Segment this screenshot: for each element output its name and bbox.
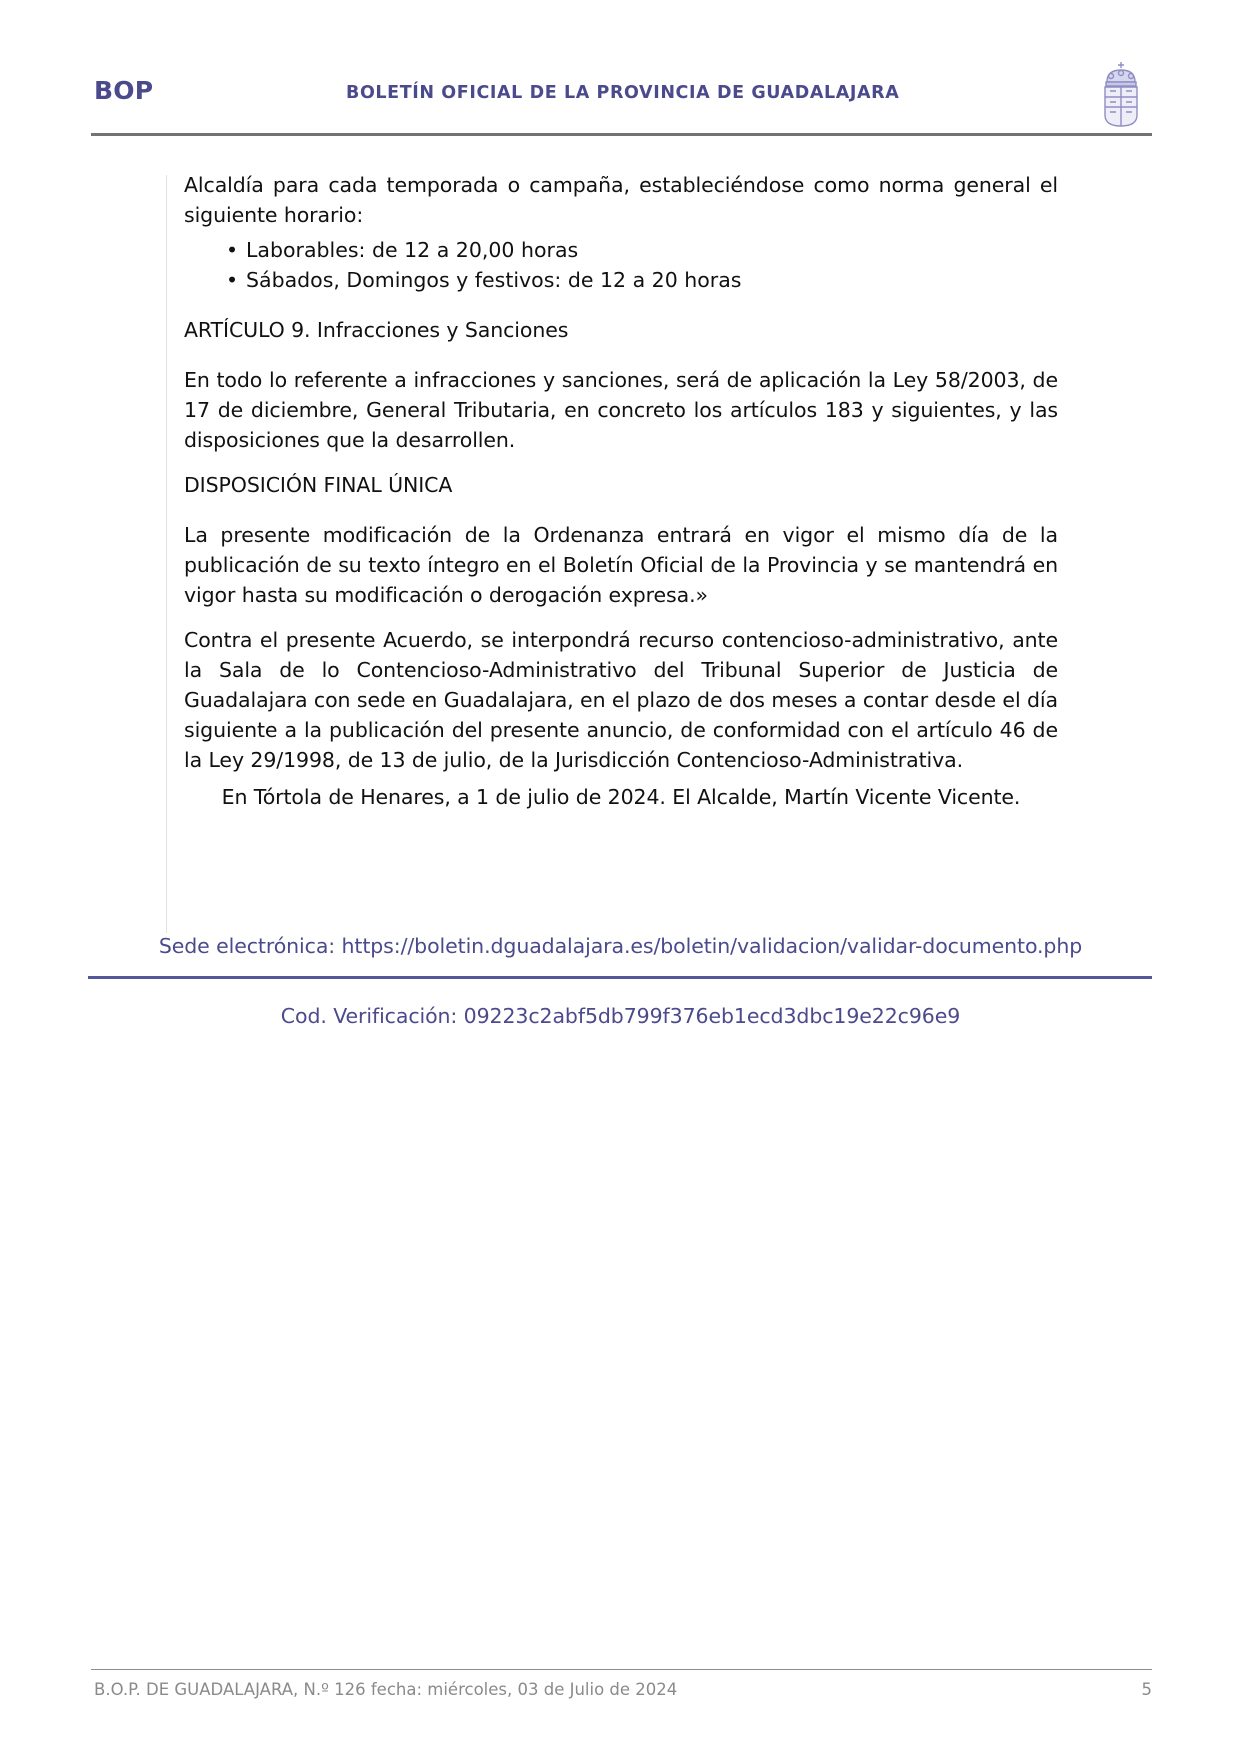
intro-paragraph: Alcaldía para cada temporada o campaña, estableciéndose como norma general el siguiente horario: xyxy=(184,173,1058,227)
article-9-paragraph: En todo lo referente a infracciones y sanciones, será de aplicación la Ley 58/2003, de 17 de diciembre, General Tributaria, en concreto los artículos 183 y siguientes, y las disposiciones que la desarrollen. xyxy=(184,368,1058,452)
final-provision-heading: DISPOSICIÓN FINAL ÚNICA xyxy=(184,473,453,497)
signature-line: En Tórtola de Henares, a 1 de julio de 2024. El Alcalde, Martín Vicente Vicente. xyxy=(221,785,1021,809)
final-provision-paragraph: La presente modificación de la Ordenanza entrará en vigor el mismo día de la publicación de su texto íntegro en el Boletín Oficial de la Provincia y se mantendrá en vigor hasta su modificación o derogación expresa.» xyxy=(184,523,1058,607)
schedule-item-weekdays: • Laborables: de 12 a 20,00 horas xyxy=(184,235,1058,265)
validation-divider xyxy=(88,976,1152,979)
bulletin-title: BOLETÍN OFICIAL DE LA PROVINCIA DE GUADALAJARA xyxy=(346,83,900,103)
verification-code: Cod. Verificación: 09223c2abf5db799f376eb1ecd3dbc19e22c96e9 xyxy=(280,1004,961,1028)
schedule-list xyxy=(184,235,1058,295)
page-number: 5 xyxy=(1141,1680,1152,1699)
appeal-paragraph: Contra el presente Acuerdo, se interpondrá recurso contencioso-administrativo, ante la Sala de lo Contencioso-Administrativo del Tribunal Superior de Justicia de Guadalajara con sede en Guadalajara, en el plazo de dos meses a contar desde el día siguiente a la publicación del presente anuncio, de conformidad con el artículo 46 de la Ley 29/1998, de 13 de julio, de la Jurisdicción Contencioso-Administrativa. xyxy=(184,628,1058,772)
footer-divider xyxy=(91,1669,1152,1670)
header-divider xyxy=(91,133,1152,136)
schedule-item-weekends: • Sábados, Domingos y festivos: de 12 a 20 horas xyxy=(184,265,1058,295)
footer-issue-info: B.O.P. DE GUADALAJARA, N.º 126 fecha: miércoles, 03 de Julio de 2024 xyxy=(94,1680,678,1699)
article-9-heading: ARTÍCULO 9. Infracciones y Sanciones xyxy=(184,318,569,342)
document-body xyxy=(166,175,1067,933)
electronic-office-link[interactable]: Sede electrónica: https://boletin.dguadalajara.es/boletin/validacion/validar-documento.php xyxy=(158,934,1083,958)
bop-logo-text: BOP xyxy=(94,76,154,105)
coat-of-arms-icon xyxy=(1101,60,1141,128)
